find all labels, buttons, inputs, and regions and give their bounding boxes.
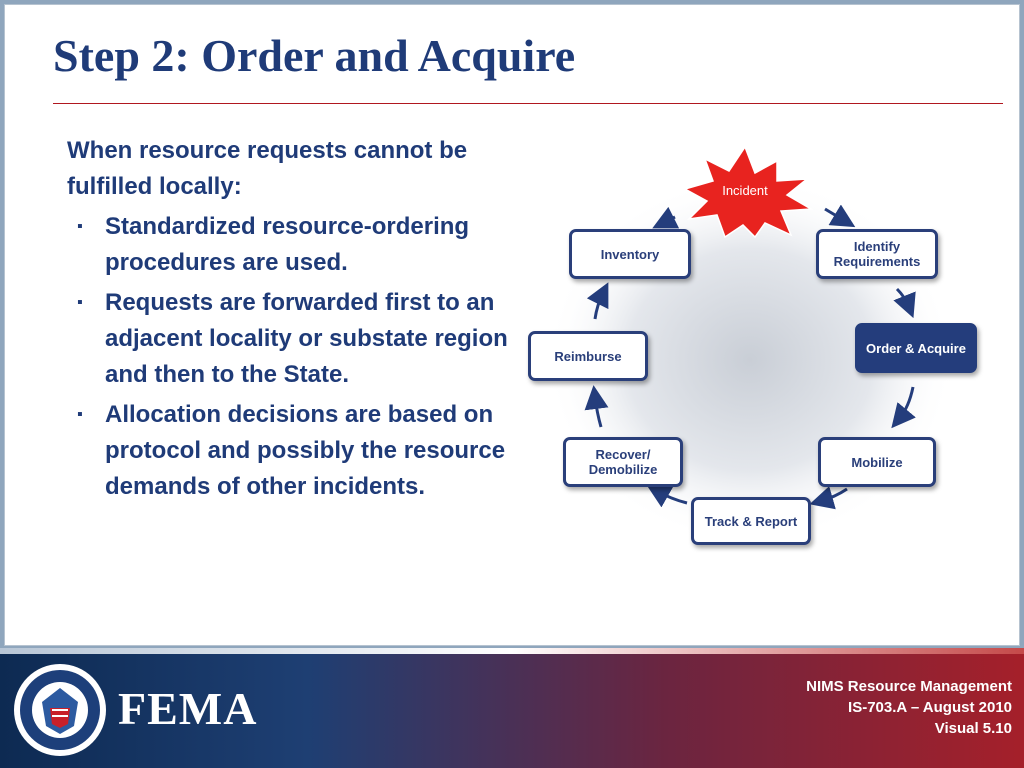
bullet-item (67, 397, 537, 505)
step-identify-requirements: Identify Requirements (816, 229, 938, 279)
footer-stripe (0, 648, 1024, 654)
dhs-seal-icon (12, 662, 108, 758)
fema-logo-text: FEMA (118, 683, 258, 734)
slide-title: Step 2: Order and Acquire (53, 30, 576, 81)
intro-text: When resource requests cannot be fulfilled locally: (67, 137, 468, 200)
bullet-marker-icon: ▪ (77, 294, 83, 311)
visual-number: Visual 5.10 (934, 720, 1012, 737)
footer-info (806, 676, 1012, 739)
slide-body (67, 133, 537, 509)
incident-label: Incident (722, 183, 768, 198)
bullet-text: Requests are forwarded first to an adjacent locality or substate region and then to the State. (105, 289, 508, 388)
bullet-list (67, 209, 537, 505)
bullet-marker-icon: ▪ (77, 406, 83, 423)
step-order-acquire: Order & Acquire (855, 323, 977, 373)
resource-management-cycle (515, 145, 985, 565)
course-id: IS-703.A – August 2010 (848, 699, 1012, 716)
step-reimburse: Reimburse (528, 331, 648, 381)
bullet-text: Allocation decisions are based on protocol and possibly the resource demands of other incidents. (105, 401, 506, 500)
footer-banner (0, 648, 1024, 768)
bullet-marker-icon: ▪ (77, 218, 83, 235)
course-title: NIMS Resource Management (806, 678, 1012, 695)
step-track-report: Track & Report (691, 497, 811, 545)
bullet-text: Standardized resource-ordering procedures are used. (105, 213, 470, 276)
slide-panel (4, 4, 1020, 646)
title-divider (53, 103, 1003, 104)
bullet-item (67, 285, 537, 393)
bullet-item (67, 209, 537, 281)
step-inventory: Inventory (569, 229, 691, 279)
step-recover-demobilize: Recover/ Demobilize (563, 437, 683, 487)
step-mobilize: Mobilize (818, 437, 936, 487)
